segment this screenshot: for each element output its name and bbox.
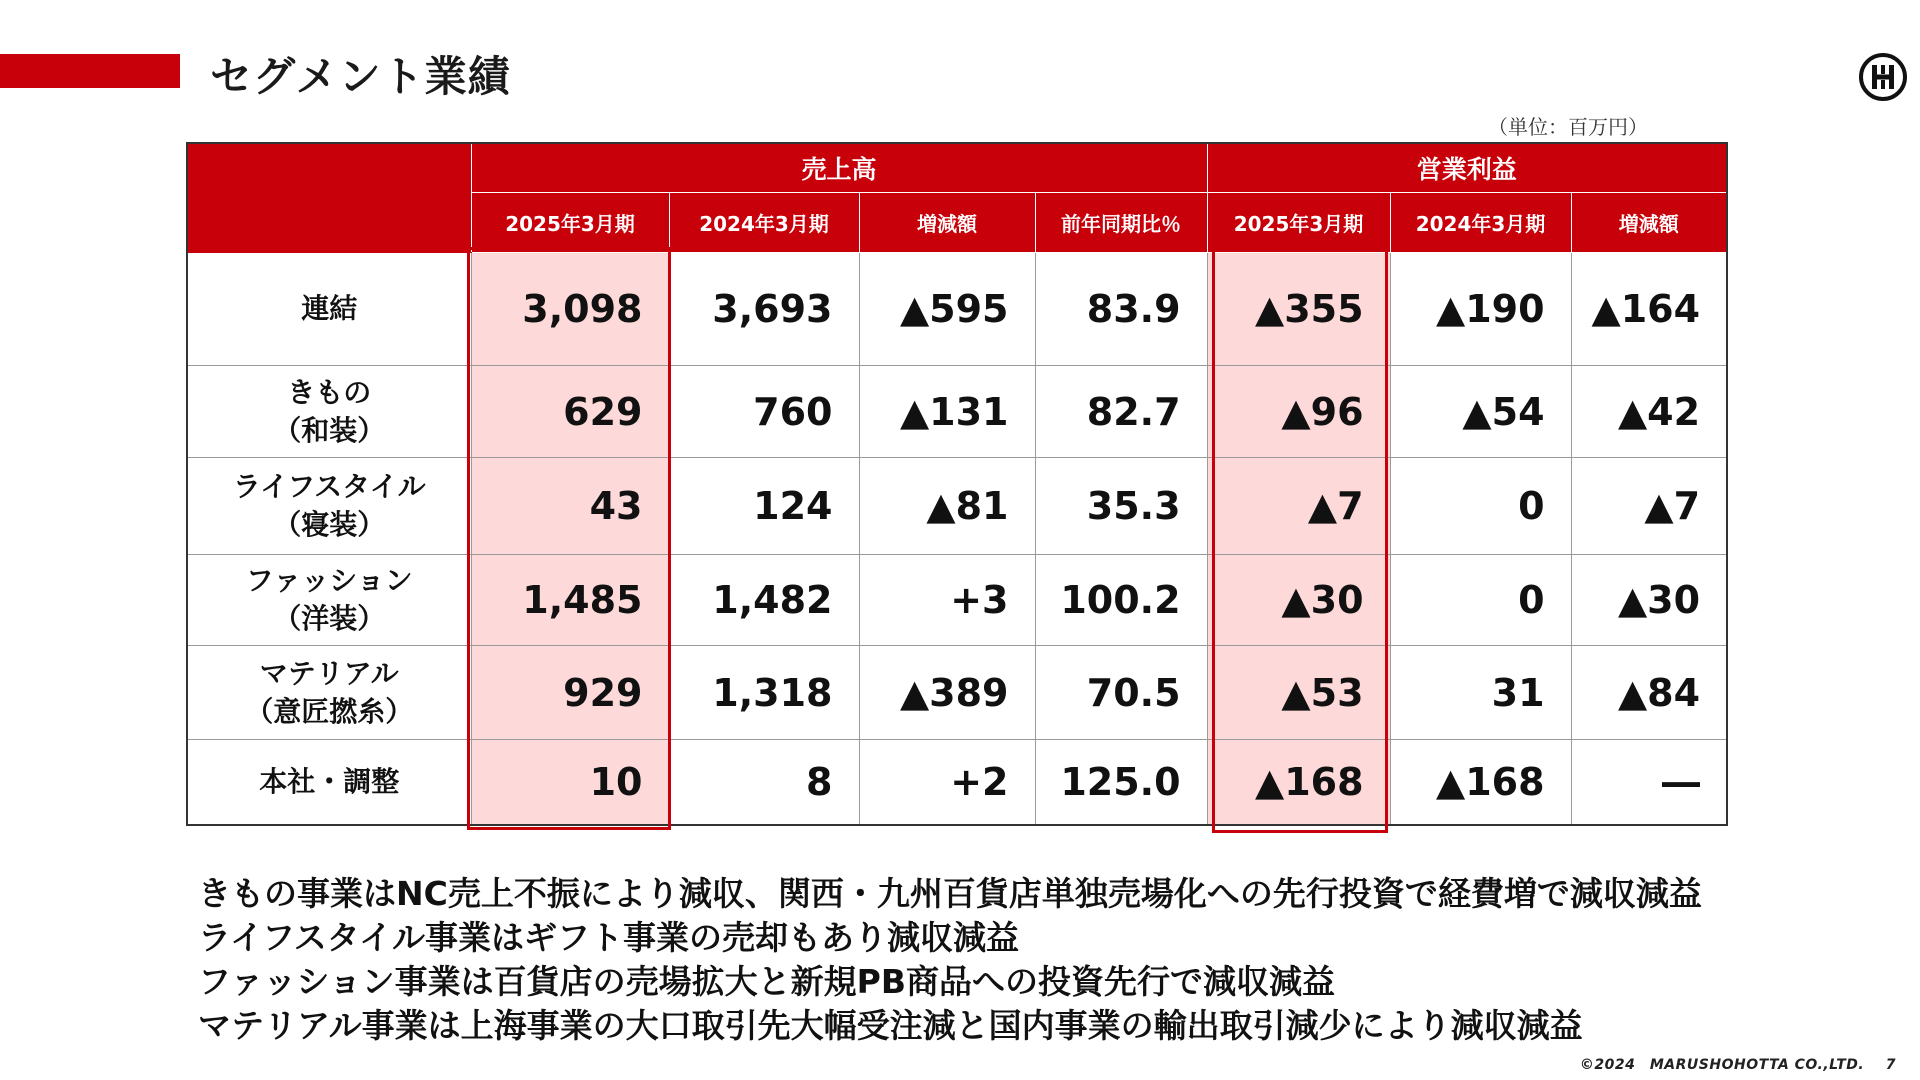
header-profit-fy2025: 2025年3月期 xyxy=(1207,193,1390,253)
table-cell: 100.2 xyxy=(1035,555,1207,646)
table-cell: 0 xyxy=(1390,555,1571,646)
table-cell: ▲81 xyxy=(859,458,1035,555)
header-group-sales: 売上高 xyxy=(471,143,1207,193)
table-cell: 70.5 xyxy=(1035,646,1207,740)
table-cell: +3 xyxy=(859,555,1035,646)
table-row-consolidated xyxy=(187,253,1727,366)
table-cell: ― xyxy=(1571,740,1727,826)
copyright-text: ©2024 MARUSHOHOTTA CO.,LTD. xyxy=(1579,1057,1865,1073)
table-cell: ▲54 xyxy=(1390,366,1571,458)
header-group-operating-profit: 営業利益 xyxy=(1207,143,1727,193)
header-profit-fy2024: 2024年3月期 xyxy=(1390,193,1571,253)
header-sales-yoy-ratio: 前年同期比％ xyxy=(1035,193,1207,253)
table-cell: 35.3 xyxy=(1035,458,1207,555)
table-cell: 43 xyxy=(471,458,669,555)
table-cell: ▲53 xyxy=(1207,646,1390,740)
table-cell: ▲131 xyxy=(859,366,1035,458)
table-cell: 3,693 xyxy=(669,253,859,366)
title-accent-bar xyxy=(0,54,180,88)
note-line: マテリアル事業は上海事業の大口取引先大幅受注減と国内事業の輸出取引減少により減収減益 xyxy=(198,1006,1583,1045)
note-line: ファッション事業は百貨店の売場拡大と新規PB商品への投資先行で減収減益 xyxy=(198,962,1336,1001)
table-cell: ▲30 xyxy=(1207,555,1390,646)
table-row-fashion xyxy=(187,555,1727,646)
header-sales-fy2025: 2025年3月期 xyxy=(471,193,669,253)
table-cell: ▲30 xyxy=(1571,555,1727,646)
company-logo-icon xyxy=(1858,52,1908,102)
table-cell: ▲164 xyxy=(1571,253,1727,366)
table-cell: 760 xyxy=(669,366,859,458)
header-sales-fy2024: 2024年3月期 xyxy=(669,193,859,253)
note-line: きもの事業はNC売上不振により減収、関西・九州百貨店単独売場化への先行投資で経費増で減収減益 xyxy=(198,874,1702,913)
row-label: 連結 xyxy=(187,253,471,366)
table-cell: 124 xyxy=(669,458,859,555)
header-profit-change: 増減額 xyxy=(1571,193,1727,253)
table-cell: 3,098 xyxy=(471,253,669,366)
commentary-notes xyxy=(198,872,1702,1048)
table-cell: ▲7 xyxy=(1571,458,1727,555)
table-cell: 1,318 xyxy=(669,646,859,740)
table-cell: ▲7 xyxy=(1207,458,1390,555)
table-cell: 1,485 xyxy=(471,555,669,646)
page-number: 7 xyxy=(1885,1057,1896,1073)
table-cell: ▲595 xyxy=(859,253,1035,366)
table-cell: 629 xyxy=(471,366,669,458)
table-cell: ▲190 xyxy=(1390,253,1571,366)
table-cell: 125.0 xyxy=(1035,740,1207,826)
header-sales-change: 増減額 xyxy=(859,193,1035,253)
row-label: きもの （和装） xyxy=(187,366,471,458)
row-label: マテリアル （意匠撚糸） xyxy=(187,646,471,740)
table-row-lifestyle xyxy=(187,458,1727,555)
table-cell: ▲355 xyxy=(1207,253,1390,366)
table-cell: ▲168 xyxy=(1207,740,1390,826)
table-cell: ▲84 xyxy=(1571,646,1727,740)
table-cell: 31 xyxy=(1390,646,1571,740)
header-corner-cell xyxy=(187,143,471,253)
table-cell: 1,482 xyxy=(669,555,859,646)
table-cell: 82.7 xyxy=(1035,366,1207,458)
note-line: ライフスタイル事業はギフト事業の売却もあり減収減益 xyxy=(198,918,1020,957)
table-cell: ▲42 xyxy=(1571,366,1727,458)
table-cell: 10 xyxy=(471,740,669,826)
table-cell: ▲168 xyxy=(1390,740,1571,826)
unit-label: （単位：百万円） xyxy=(1488,115,1648,139)
row-label: 本社・調整 xyxy=(187,740,471,826)
table-row-material xyxy=(187,646,1727,740)
footer xyxy=(1580,1054,1896,1074)
table-cell: 8 xyxy=(669,740,859,826)
table-row-hq-adjustment xyxy=(187,740,1727,826)
table-cell: +2 xyxy=(859,740,1035,826)
table-row-kimono xyxy=(187,366,1727,458)
page-title: セグメント業績 xyxy=(210,52,511,101)
row-label: ライフスタイル （寝装） xyxy=(187,458,471,555)
table-cell: 929 xyxy=(471,646,669,740)
row-label: ファッション （洋装） xyxy=(187,555,471,646)
segment-results-table xyxy=(186,142,1728,826)
table-cell: 83.9 xyxy=(1035,253,1207,366)
table-cell: ▲96 xyxy=(1207,366,1390,458)
table-cell: 0 xyxy=(1390,458,1571,555)
table-cell: ▲389 xyxy=(859,646,1035,740)
